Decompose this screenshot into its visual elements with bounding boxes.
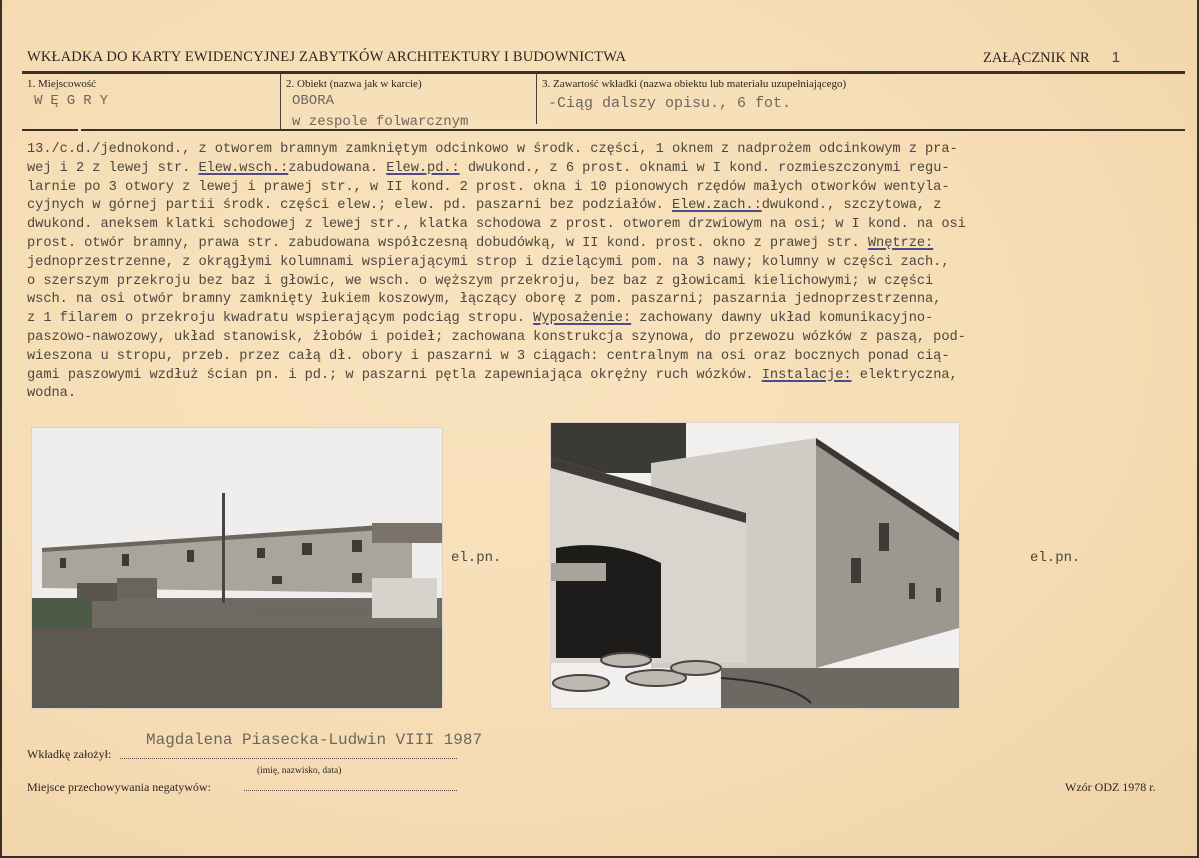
annex-label	[983, 49, 1120, 67]
locality-value: WĘGRY	[34, 93, 117, 109]
rule-gap	[78, 128, 81, 132]
negatives-label: Miejsce przechowywania negatywów:	[27, 780, 211, 794]
desc-line: wsch. na osi otwór bramny zamknięty łukiem koszowym, łączący oborę z pom. paszarni; paszarnia jednoprzestrzenna,	[27, 292, 942, 308]
desc-fragment: zabudowana.	[288, 160, 387, 176]
column-divider	[280, 74, 281, 129]
desc-line: dwukond. aneksem klatki schodowej z lewej str., klatka schodowa z prost. otworem drzwiowym na osi; w I kond. na osi	[27, 217, 966, 233]
author-value: Magdalena Piasecka-Ludwin VIII 1987	[146, 731, 483, 749]
desc-fragment: zachowany dawny układ komunikacyjno-	[631, 311, 934, 327]
document-title: WKŁADKA DO KARTY EWIDENCYJNEJ ZABYTKÓW ARCHITEKTURY I BUDOWNICTWA	[27, 49, 627, 65]
object-value-line1: OBORA	[292, 93, 335, 109]
photo-north-elevation-2	[550, 422, 960, 709]
photo-north-elevation-1	[31, 427, 443, 709]
annex-label-text: ZAŁĄCZNIK NR	[983, 50, 1090, 66]
author-sublabel: (imię, nazwisko, data)	[257, 766, 342, 776]
heading-wyposazenie: Wyposażenie:	[533, 311, 632, 327]
desc-line: z 1 filarem o przekroju kwadratu wspierającym podciąg stropu.	[27, 311, 534, 327]
desc-line: wodna.	[27, 386, 76, 402]
heading-instalacje: Instalacje:	[761, 367, 852, 383]
author-label: Wkładkę założył:	[27, 747, 112, 761]
heading-elew-wsch: Elew.wsch.:	[198, 160, 289, 176]
desc-fragment: dwukond., z 6 prost. oknami w I kond. rozmieszczonymi regu-	[459, 160, 950, 176]
object-label: 2. Obiekt (nazwa jak w karcie)	[286, 78, 422, 90]
locality-label: 1. Miejscowość	[27, 78, 97, 90]
negatives-dotted-line[interactable]	[244, 790, 457, 791]
fields-rule	[22, 129, 1185, 131]
column-divider	[536, 74, 537, 124]
content-value: -Ciąg dalszy opisu., 6 fot.	[548, 95, 792, 112]
desc-line: gami paszowymi wzdłuż ścian pn. i pd.; w paszarni pętla zapewniająca okrężny ruch wózków.	[27, 367, 762, 383]
desc-line: cyjnych w górnej partii środk. części elew.; elew. pd. paszarni bez podziałów.	[27, 198, 672, 214]
annex-number: 1	[1111, 49, 1121, 66]
desc-line: 13./c.d./jednokond., z otworem bramnym zamkniętym odcinkowo w środk. części, 1 oknem z nadprożem odcinkowym z pra-	[27, 142, 958, 157]
author-dotted-line	[120, 758, 457, 759]
desc-line: larnie po 3 otwory z lewej i prawej str., w II kond. 2 prost. okna i 10 pionowych rzędów małych otworków wentyla-	[27, 179, 950, 195]
content-label: 3. Zawartość wkładki (nazwa obiektu lub materiału uzupełniającego)	[542, 78, 847, 90]
heading-elew-zach: Elew.zach.:	[671, 198, 762, 214]
header-rule	[22, 71, 1185, 74]
desc-fragment: elektryczna,	[851, 367, 958, 383]
heading-wnetrze: Wnętrze:	[867, 235, 934, 251]
description-text	[27, 141, 1187, 404]
heading-elew-pd: Elew.pd.:	[386, 160, 460, 176]
photo-caption-1: el.pn.	[451, 550, 502, 566]
desc-line: paszowo-nawozowy, układ stanowisk, żłobów i poideł; zachowana konstrukcja szynowa, do przewozu wózków z paszą, pod-	[27, 329, 966, 345]
barn-corner-photo-image	[551, 423, 959, 708]
desc-line: wej i 2 z lewej str.	[27, 160, 199, 176]
desc-line: jednoprzestrzenne, z okrągłymi kolumnami wspierającymi strop i dzielącymi pom. na 3 nawy; kolumny w części zach.,	[27, 254, 950, 270]
object-value-line2: w zespole folwarcznym	[292, 114, 469, 130]
barn-photo-image	[32, 428, 442, 708]
desc-line: o szerszym przekroju bez baz i głowic, we wsch. o węższym przekroju, bez baz z głowicami kielichowymi; w części	[27, 273, 934, 289]
desc-line: prost. otwór bramny, prawa str. zabudowana współczesną dobudówką, w II kond. prost. okno z prawej str.	[27, 235, 868, 251]
desc-line: wieszona u stropu, przeb. przez całą dł. obory i paszarni w 3 ciągach: centralnym na osi oraz bocznych ponad cią-	[27, 348, 950, 364]
desc-fragment: dwukond., szczytowa, z	[761, 198, 942, 214]
form-template-version: Wzór ODZ 1978 r.	[1065, 780, 1156, 794]
photo-caption-2: el.pn.	[1030, 550, 1081, 566]
